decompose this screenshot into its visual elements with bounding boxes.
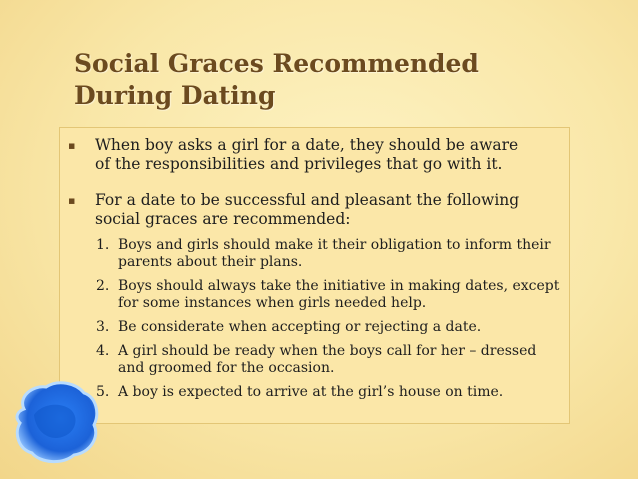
list-item-number: 5. <box>96 384 110 400</box>
blue-ink-splash-icon <box>10 375 102 467</box>
list-item-text: A boy is expected to arrive at the girl’s house on time. <box>118 384 504 400</box>
list-item-text: A girl should be ready when the boys call for her – dressed and groomed for the occasion. <box>118 343 537 376</box>
bullet-marker-icon: ▪ <box>68 139 76 152</box>
numbered-list <box>96 237 566 408</box>
slide-title-line-2: During Dating <box>74 81 276 110</box>
bullet-item <box>68 136 538 174</box>
list-item-number: 3. <box>96 319 110 335</box>
slide-title <box>74 48 574 112</box>
list-item-text: Be considerate when accepting or rejecting a date. <box>118 319 482 335</box>
list-item-text: Boys and girls should make it their obligation to inform their parents about their plans. <box>118 237 551 270</box>
content-box <box>59 127 570 424</box>
slide-title-line-1: Social Graces Recommended <box>74 49 479 78</box>
list-item-number: 1. <box>96 237 110 253</box>
list-item <box>96 319 566 336</box>
bullet-text: When boy asks a girl for a date, they should be aware of the responsibilities and privileges that go with it. <box>95 136 519 173</box>
list-item-text: Boys should always take the initiative in making dates, except for some instances when girls needed help. <box>118 278 560 311</box>
bullet-marker-icon: ▪ <box>68 194 76 207</box>
list-item-number: 4. <box>96 343 110 359</box>
list-item-number: 2. <box>96 278 110 294</box>
list-item <box>96 237 566 271</box>
bullet-item <box>68 191 538 229</box>
bullet-text: For a date to be successful and pleasant the following social graces are recommended: <box>95 191 520 228</box>
list-item <box>96 343 566 377</box>
list-item <box>96 384 566 401</box>
list-item <box>96 278 566 312</box>
